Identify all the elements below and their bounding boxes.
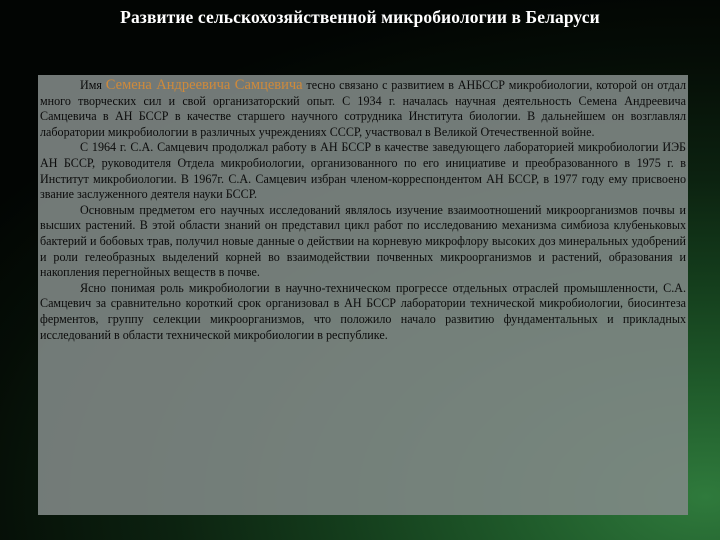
paragraph-2: С 1964 г. С.А. Самцевич продолжал работу в АН БССР в качестве заведующего лабораторией микробиологии ИЭБ АН БССР, руководителя Отдела микробиологии, организованного по его инициативе и преобразованного в 1975 г. в Институт микробиологии. В 1967г. С.А. Самцевич избран членом-корреспондентом АН БССР, в 1977 году ему присвоено звание заслуженного деятеля науки БССР. [40, 140, 686, 202]
slide-title: Развитие сельскохозяйственной микробиологии в Беларуси [120, 7, 600, 27]
paragraph-1 [40, 78, 686, 140]
paragraph-3: Основным предметом его научных исследований являлось изучение взаимоотношений микроорганизмов почвы и высших растений. В этой области знаний он представил цикл работ по исследованию механизма симбиоза клубеньковых бактерий и бобовых трав, получил новые данные о действии на корневую микрофлору высоких доз минеральных удобрений и роли гелеобразных выделений корней во взаимодействии почвенных микроорганизмов и растений, образования и накопления перегнойных веществ в почве. [40, 202, 686, 280]
paragraph-4: Ясно понимая роль микробиологии в научно-техническом прогрессе отдельных отраслей промышленности, С.А. Самцевич за сравнительно короткий срок организовал в АН БССР лаборатории технической микробиологии, биосинтеза ферментов, группу селекции микроорганизмов, что положило начало развитию фундаментальных и прикладных исследований в области технической микробиологии в республике. [40, 280, 686, 342]
paragraph-1-rest: тесно связано с развитием в АНБССР микробиологии, которой он отдал много творческих сил и свой организаторский опыт. С 1934 г. началась научная деятельность Семена Андреевича Самцевича в АН БССР в качестве старшего научного сотрудника Института биологии. В дальнейшем он возглавлял лаборатории микробиологии в различных учреждениях СССР, участвовал в Великой Отечественной войне. [40, 78, 686, 139]
body-text [40, 78, 686, 343]
highlighted-name: Семена Андреевича Самцевича [105, 77, 303, 93]
paragraph-1-lead: Имя [80, 78, 106, 92]
